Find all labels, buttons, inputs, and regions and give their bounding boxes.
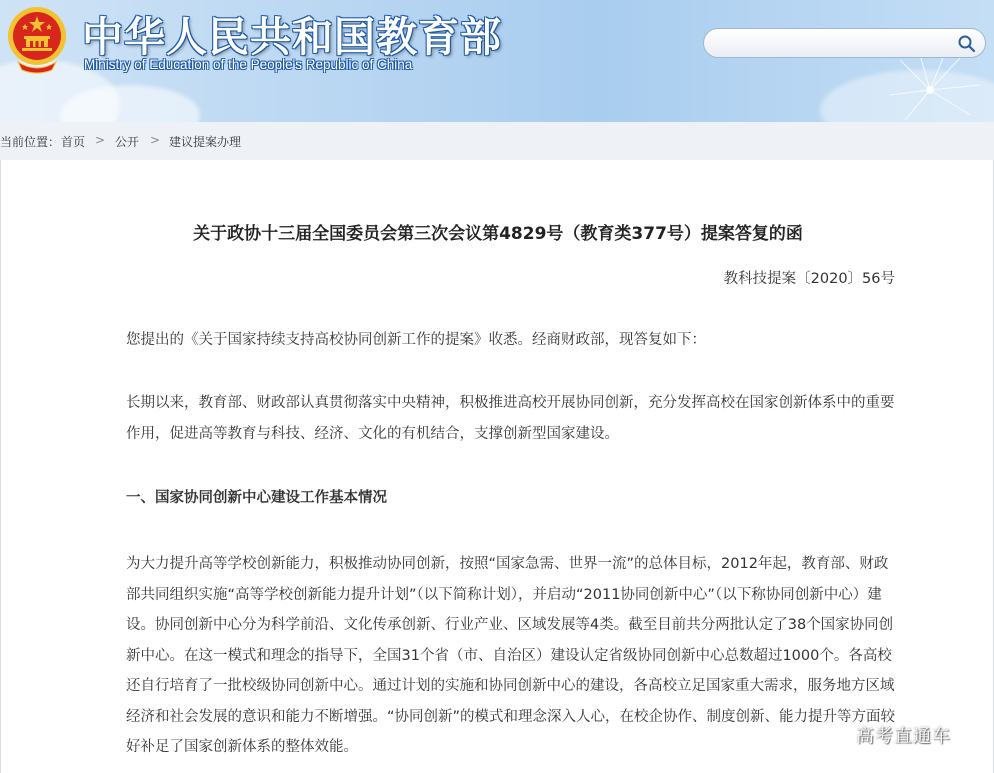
article-title: 关于政协十三届全国委员会第三次会议第4829号（教育类377号）提案答复的函 xyxy=(193,224,803,244)
article-container xyxy=(0,160,994,773)
breadcrumb-link-proposals[interactable]: 建议提案办理 xyxy=(169,135,242,149)
article-paragraph xyxy=(97,325,897,356)
chevron-right-icon: > xyxy=(95,133,106,147)
site-title-en[interactable]: Ministry of Education of the People's Republic of China xyxy=(84,57,413,72)
document-number: 教科技提案〔2020〕56号 xyxy=(723,271,895,287)
breadcrumb-prefix: 当前位置： xyxy=(0,135,61,149)
chevron-right-icon: > xyxy=(150,133,161,147)
search-icon[interactable] xyxy=(957,34,977,54)
search-box xyxy=(703,28,986,58)
paragraph-text: 长期以来，教育部、财政部认真贯彻落实中央精神，积极推进高校开展协同创新，充分发挥高校在国家创新体系中的重要作用，促进高等教育与科技、经济、文化的有机结合，支撑创新型国家建设。 xyxy=(126,395,895,442)
article-paragraph xyxy=(97,388,897,449)
site-header xyxy=(0,0,994,122)
search-input[interactable] xyxy=(716,33,950,55)
breadcrumb-link-home[interactable]: 首页 xyxy=(61,135,86,149)
paragraph-text: 为大力提升高等学校创新能力，积极推动协同创新，按照“国家急需、世界一流”的总体目标，2012年起，教育部、财政部共同组织实施“高等学校创新能力提升计划”（以下简称计划），并启动“2011协同创新中心”（以下称协同创新中心）建设。协同创新中心分为科学前沿、文化传承创新、行业产业、区域发展等4类。截至目前共分两批认定了38个国家协同创新中心。在这一模式和理念的指导下，全国31个省（市、自治区）建设认定省级协同创新中心总数超过1000个。各高校还自行培育了一批校级协同创新中心。通过计划的实施和协同创新中心的建设，各高校立足国家重大需求，服务地方区域经济和社会发展的意识和能力不断增强。“协同创新”的模式和理念深入人心，在校企协作、制度创新、能力提升等方面较好补足了国家创新体系的整体效能。 xyxy=(126,556,896,755)
section-heading xyxy=(97,483,897,514)
breadcrumb xyxy=(0,122,994,158)
breadcrumb-link-public[interactable]: 公开 xyxy=(115,135,140,149)
paragraph-text: 您提出的《关于国家持续支持高校协同创新工作的提案》收悉。经商财政部，现答复如下： xyxy=(126,332,706,348)
dandelion-decoration-icon xyxy=(860,50,990,122)
site-title-cn[interactable]: 中华人民共和国教育部 xyxy=(82,13,502,61)
article-paragraph xyxy=(97,549,897,763)
heading-text: 一、国家协同创新中心建设工作基本情况 xyxy=(126,490,387,506)
watermark: 高考直通车 xyxy=(856,726,951,747)
national-emblem-icon[interactable] xyxy=(6,4,68,74)
